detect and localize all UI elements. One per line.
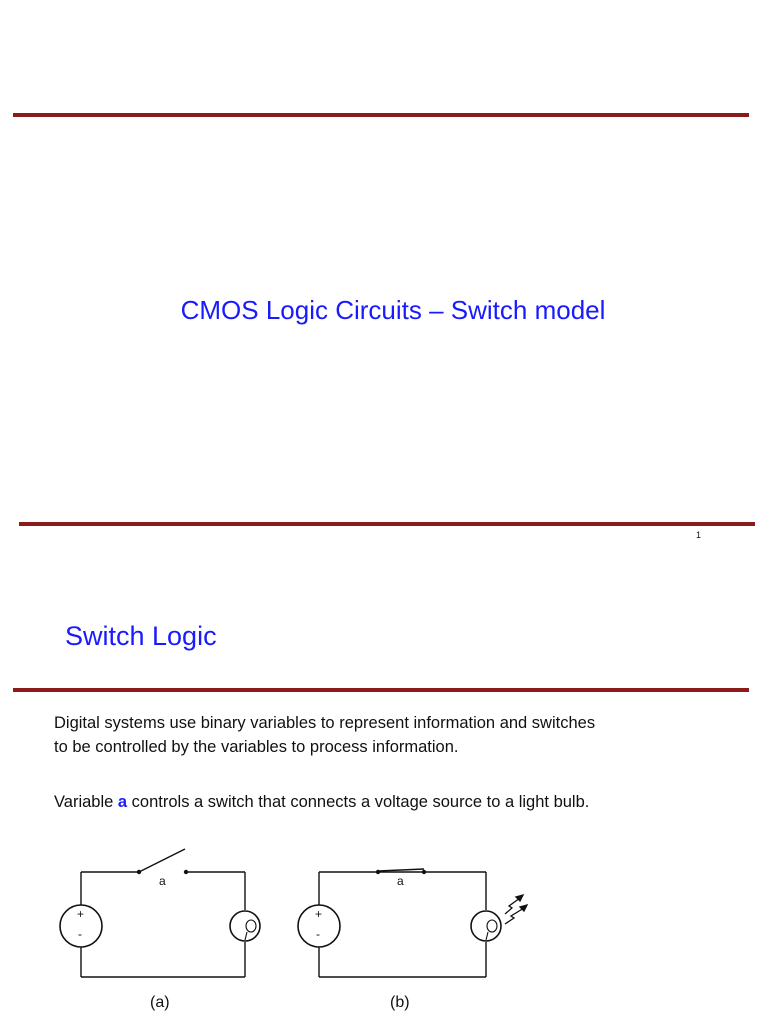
open-switch bbox=[137, 849, 188, 874]
variable-a: a bbox=[117, 793, 128, 811]
source-plus: + bbox=[77, 907, 85, 921]
circuit-diagram-b bbox=[290, 840, 550, 1020]
source-plus: + bbox=[315, 907, 323, 921]
top-divider bbox=[13, 113, 749, 117]
caption-b: (b) bbox=[390, 994, 410, 1011]
variable-text-prefix: Variable bbox=[54, 793, 118, 811]
light-bulb-on-icon bbox=[471, 911, 501, 941]
variable-text-suffix: controls a switch that connects a voltage source to a light bulb. bbox=[127, 793, 590, 811]
slide-bottom-divider bbox=[19, 522, 755, 526]
intro-paragraph bbox=[54, 711, 734, 759]
light-bulb-off-icon bbox=[230, 911, 260, 941]
source-minus: - bbox=[316, 927, 320, 941]
page-title: CMOS Logic Circuits – Switch model bbox=[180, 295, 606, 325]
circuit-diagram-a bbox=[50, 840, 270, 1020]
source-minus: - bbox=[78, 927, 82, 941]
intro-line-2: to be controlled by the variables to process information. bbox=[54, 738, 459, 756]
switch-label-b: a bbox=[397, 874, 404, 888]
section-title: Switch Logic bbox=[65, 621, 217, 651]
switch-label-a: a bbox=[159, 874, 166, 888]
voltage-source-icon bbox=[298, 905, 340, 947]
voltage-source-icon bbox=[60, 905, 102, 947]
variable-paragraph bbox=[54, 790, 734, 814]
intro-line-1: Digital systems use binary variables to represent information and switches bbox=[54, 714, 596, 732]
page-number: 1 bbox=[696, 530, 702, 540]
section-divider bbox=[13, 688, 749, 692]
light-rays-icon bbox=[505, 895, 527, 924]
caption-a: (a) bbox=[150, 994, 170, 1011]
